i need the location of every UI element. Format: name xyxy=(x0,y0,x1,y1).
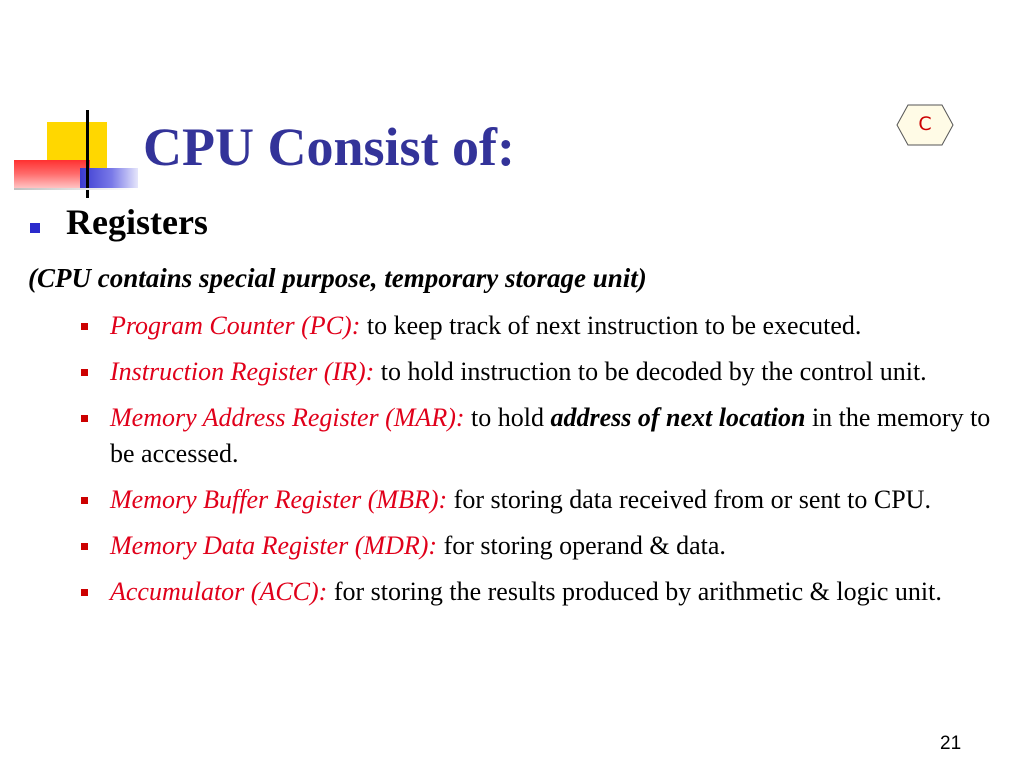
term-description: for storing data received from or sent to CPU. xyxy=(447,485,931,514)
list-item-mar xyxy=(0,400,995,472)
subtitle: (CPU contains special purpose, temporary storage unit) xyxy=(28,263,647,293)
bullet-square-icon xyxy=(81,323,88,330)
bullet-square-icon xyxy=(81,415,88,422)
term-description: for storing the results produced by arithmetic & logic unit. xyxy=(327,577,942,606)
list-item-mbr xyxy=(0,482,995,518)
term-label: Program Counter (PC): xyxy=(110,311,361,340)
bullet-square-icon xyxy=(81,497,88,504)
term-label: Memory Buffer Register (MBR): xyxy=(110,485,448,514)
red-gradient-bar xyxy=(14,160,90,190)
list-item-ir xyxy=(0,354,995,390)
list-item-mdr xyxy=(0,528,995,564)
slide-title: CPU Consist of: xyxy=(143,117,515,177)
term-description: to keep track of next instruction to be executed. xyxy=(360,311,862,340)
bullet-square-icon xyxy=(81,369,88,376)
list-item-acc xyxy=(0,574,995,610)
list-item-pc xyxy=(0,308,995,344)
term-label: Memory Address Register (MAR): xyxy=(110,403,465,432)
term-description: for storing operand & data. xyxy=(437,531,726,560)
term-description: to hold instruction to be decoded by the control unit. xyxy=(374,357,927,386)
bullet-square-icon xyxy=(81,543,88,550)
vertical-rule xyxy=(86,110,89,198)
term-label: Instruction Register (IR): xyxy=(110,357,375,386)
term-label: Accumulator (ACC): xyxy=(110,577,328,606)
term-description: to hold xyxy=(464,403,551,432)
badge-hexagon xyxy=(896,104,954,146)
term-label: Memory Data Register (MDR): xyxy=(110,531,438,560)
title-decoration xyxy=(0,100,150,200)
badge-label: C xyxy=(918,113,932,135)
bullet-square-icon xyxy=(81,589,88,596)
page-number: 21 xyxy=(940,733,962,754)
term-description-end: in the memory to be accessed. xyxy=(110,403,991,468)
main-bullet-square-icon xyxy=(30,223,40,233)
main-bullet-text: Registers xyxy=(66,202,208,242)
emphasis-text: address of next location xyxy=(550,403,806,432)
register-list xyxy=(0,308,1024,620)
horizontal-rule xyxy=(14,188,134,190)
